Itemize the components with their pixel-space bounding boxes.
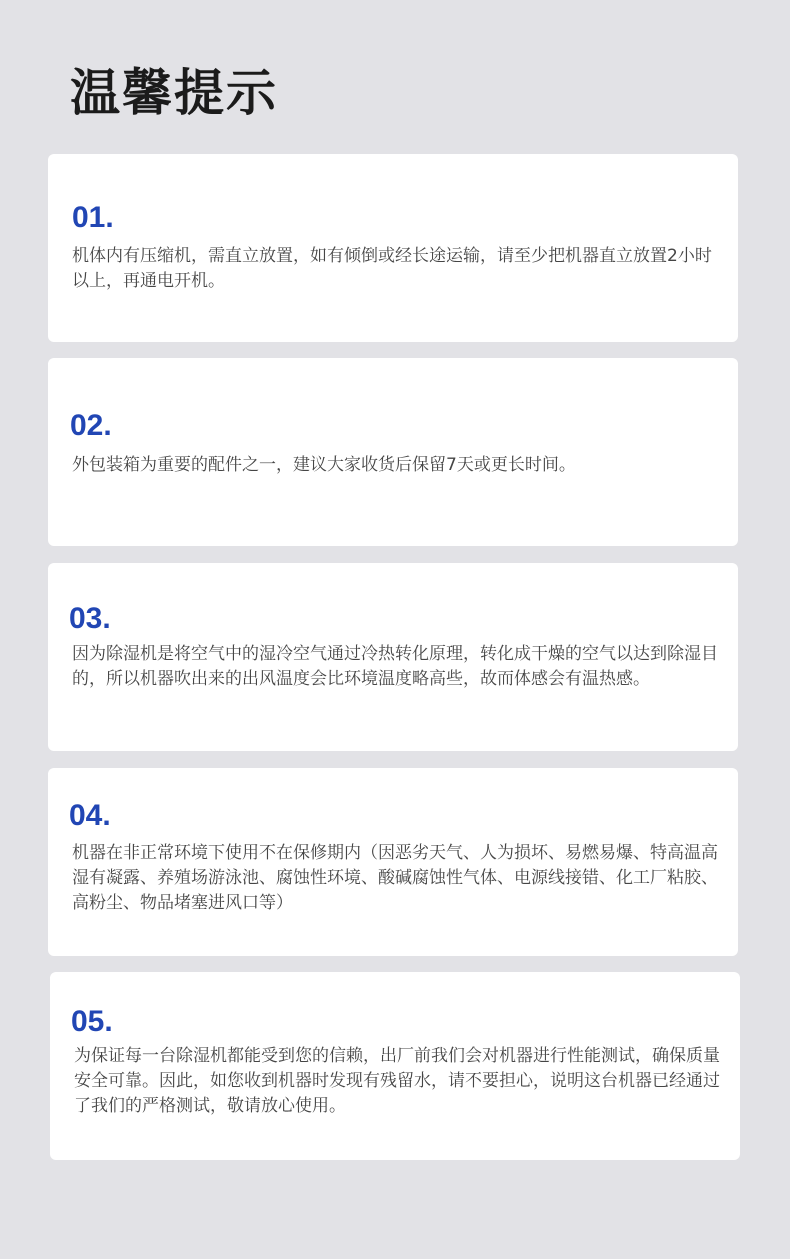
tip-card-3 bbox=[48, 563, 738, 751]
page-title: 温馨提示 bbox=[70, 64, 278, 122]
tip-card-2 bbox=[48, 358, 738, 546]
tip-text: 因为除湿机是将空气中的湿冷空气通过冷热转化原理，转化成干燥的空气以达到除湿目的，所以机器吹出来的出风温度会比环境温度略高些，故而体感会有温热感。 bbox=[72, 644, 718, 689]
tip-number: 01. bbox=[72, 201, 114, 234]
tip-text: 机体内有压缩机，需直立放置，如有倾倒或经长途运输，请至少把机器直立放置2小时以上，再通电开机。 bbox=[72, 246, 712, 291]
tip-number: 03. bbox=[69, 602, 111, 635]
tip-number: 04. bbox=[69, 799, 111, 832]
tip-number: 02. bbox=[70, 409, 112, 442]
tip-card-5 bbox=[50, 972, 740, 1160]
tip-text: 为保证每一台除湿机都能受到您的信赖，出厂前我们会对机器进行性能测试，确保质量安全可靠。因此，如您收到机器时发现有残留水，请不要担心，说明这台机器已经通过了我们的严格测试，敬请放心使用。 bbox=[74, 1046, 720, 1116]
tip-text: 机器在非正常环境下使用不在保修期内（因恶劣天气、人为损坏、易燃易爆、特高温高湿有凝露、养殖场游泳池、腐蚀性环境、酸碱腐蚀性气体、电源线接错、化工厂粘胶、高粉尘、物品堵塞进风口等） bbox=[72, 843, 718, 913]
tip-card-1 bbox=[48, 154, 738, 342]
tip-card-4 bbox=[48, 768, 738, 956]
tip-number: 05. bbox=[71, 1005, 113, 1038]
tip-text: 外包装箱为重要的配件之一，建议大家收货后保留7天或更长时间。 bbox=[72, 455, 576, 475]
